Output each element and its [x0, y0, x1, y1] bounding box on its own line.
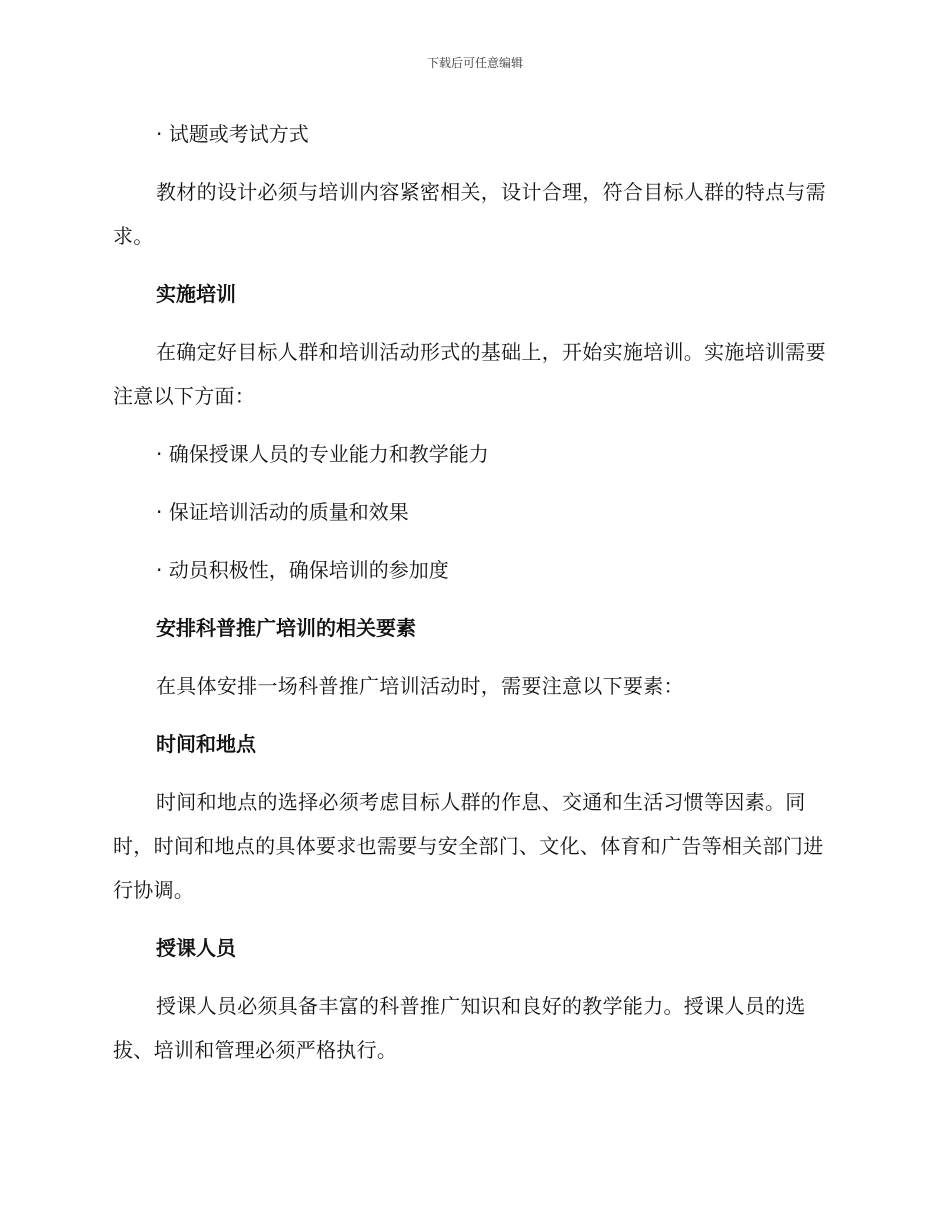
- heading-instructors: 授课人员: [156, 936, 236, 960]
- heading-time-place: 时间和地点: [156, 732, 256, 756]
- paragraph-related-elements: 在具体安排一场科普推广培训活动时，需要注意以下要素：: [156, 674, 684, 698]
- bullet-instructor-ability: · 确保授课人员的专业能力和教学能力: [156, 442, 489, 466]
- paragraph-time-place: 时间和地点的选择必须考虑目标人群的作息、交通和生活习惯等因素。同时，时间和地点的具体要求也需要与安全部门、文化、体育和广告等相关部门进行协调。: [113, 790, 824, 902]
- bullet-participation: · 动员积极性，确保培训的参加度: [156, 558, 449, 582]
- document-body: [113, 112, 831, 1086]
- paragraph-material-design: 教材的设计必须与培训内容紧密相关，设计合理，符合目标人群的特点与需求。: [113, 180, 826, 248]
- bullet-quality-effect: · 保证培训活动的质量和效果: [156, 500, 409, 524]
- heading-related-elements: 安排科普推广培训的相关要素: [156, 616, 416, 640]
- bullet-exam-method: · 试题或考试方式: [156, 122, 309, 146]
- paragraph-implement-training: 在确定好目标人群和培训活动形式的基础上，开始实施培训。实施培训需要注意以下方面：: [113, 340, 826, 408]
- page-header: 下载后可任意编辑: [426, 56, 523, 70]
- heading-implement-training: 实施培训: [156, 282, 236, 306]
- paragraph-instructors: 授课人员必须具备丰富的科普推广知识和良好的教学能力。授课人员的选拔、培训和管理必须严格执行。: [113, 994, 806, 1062]
